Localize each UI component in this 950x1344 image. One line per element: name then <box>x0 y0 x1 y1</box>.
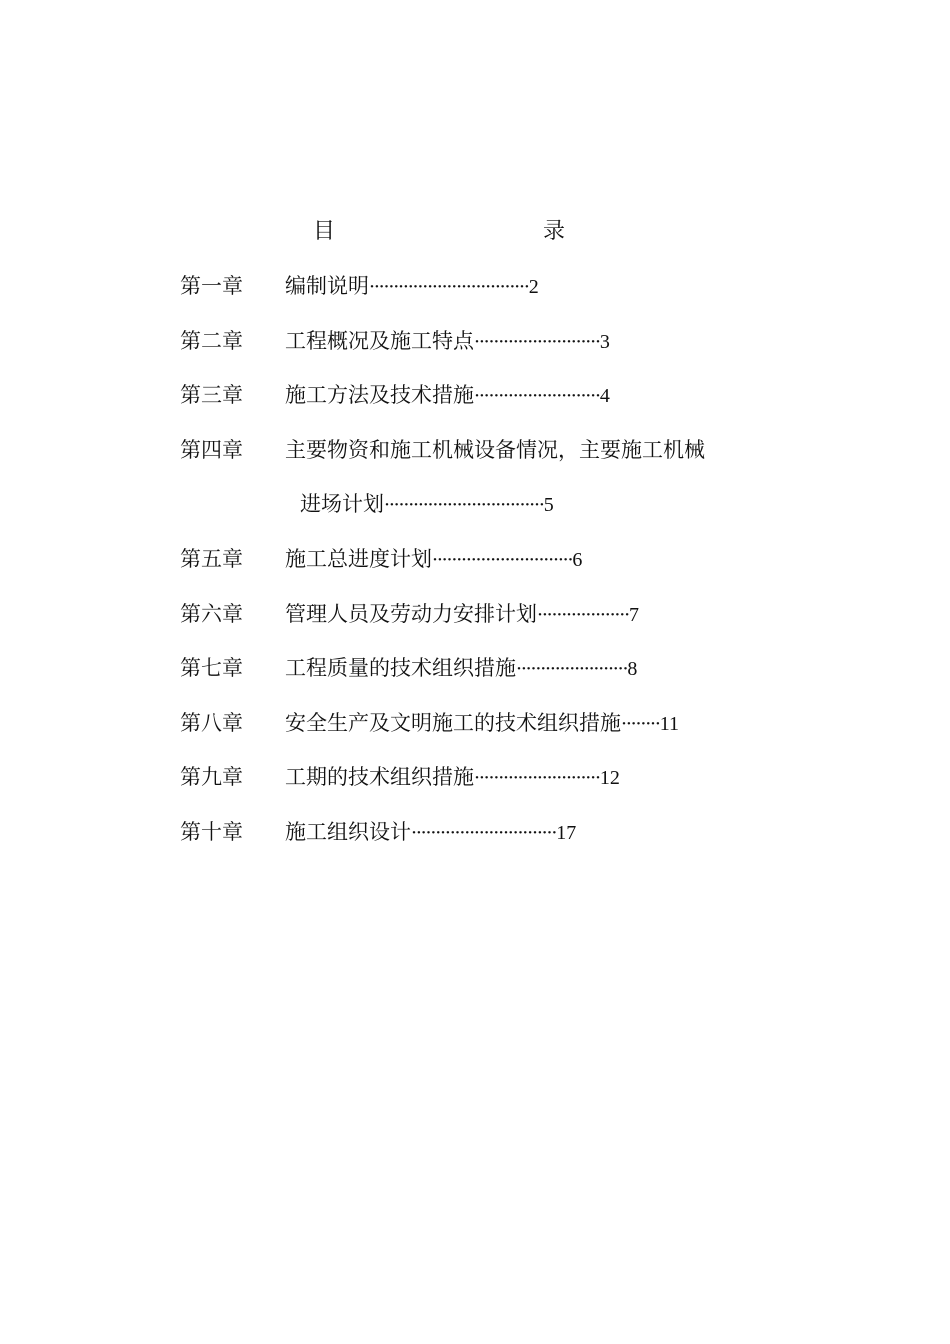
toc-entry <box>0 755 950 810</box>
toc-page-number: 2 <box>528 276 539 298</box>
toc-entry-title: 施工方法及技术措施 <box>285 383 474 408</box>
toc-entry <box>0 592 950 647</box>
toc-page-number: 8 <box>627 658 638 681</box>
toc-entry-text <box>285 537 582 582</box>
toc-entry-text <box>285 264 539 309</box>
toc-entry-text <box>285 646 637 691</box>
toc-page-number: 6 <box>572 548 583 571</box>
toc-entry <box>0 264 950 319</box>
toc-page-number: 12 <box>599 767 620 790</box>
toc-entry-title: 管理人员及劳动力安排计划 <box>285 601 537 626</box>
toc-list <box>0 264 950 865</box>
toc-entry-text <box>285 810 576 855</box>
toc-entry <box>0 428 950 483</box>
toc-entry-text <box>285 592 639 637</box>
toc-chapter-label: 第八章 <box>180 710 243 735</box>
toc-chapter-label: 第一章 <box>180 274 243 298</box>
toc-page-number: 5 <box>543 494 554 517</box>
toc-heading <box>0 212 950 252</box>
toc-chapter-label: 第六章 <box>180 601 243 626</box>
toc-entry-title: 工期的技术组织措施 <box>285 765 474 790</box>
toc-page-number: 7 <box>628 603 639 626</box>
toc-chapter-label: 第七章 <box>180 656 243 681</box>
toc-dot-leader: ································· <box>369 276 529 298</box>
toc-dot-leader: ··················· <box>537 603 629 626</box>
toc-chapter-label: 第四章 <box>180 437 243 462</box>
toc-entry <box>0 373 950 428</box>
toc-dot-leader: ······················· <box>516 658 628 681</box>
toc-dot-leader: ································· <box>384 494 544 517</box>
toc-dot-leader: ·························· <box>474 767 600 790</box>
toc-entry <box>0 646 950 701</box>
toc-entry-title: 主要物资和施工机械设备情况，主要施工机械 <box>285 437 705 462</box>
toc-dot-leader: ·························· <box>474 330 600 353</box>
toc-chapter-label: 第十章 <box>180 819 243 844</box>
toc-entry <box>0 319 950 374</box>
toc-dot-leader: ········ <box>621 712 660 735</box>
toc-entry-continuation <box>0 482 950 537</box>
toc-dot-leader: ····························· <box>432 548 573 571</box>
toc-entry-title: 施工总进度计划 <box>285 546 432 571</box>
toc-heading-left: 目 <box>313 219 336 244</box>
toc-entry <box>0 810 950 865</box>
toc-entry-text <box>285 373 610 418</box>
toc-entry-title: 施工组织设计 <box>285 819 411 844</box>
toc-entry-text <box>285 319 610 364</box>
toc-entry-text <box>285 428 705 472</box>
toc-dot-leader: ······························ <box>411 821 557 844</box>
toc-entry-text <box>300 482 554 527</box>
toc-page-number: 4 <box>599 385 610 408</box>
toc-entry-title: 进场计划 <box>300 492 384 517</box>
toc-chapter-label: 第五章 <box>180 546 243 571</box>
toc-entry <box>0 701 950 756</box>
toc-chapter-label: 第二章 <box>180 328 243 353</box>
toc-entry-text <box>285 701 679 746</box>
toc-page-number: 3 <box>599 330 610 353</box>
toc-heading-right: 录 <box>543 219 566 244</box>
toc-page-number: 11 <box>659 712 679 735</box>
toc-entry <box>0 537 950 592</box>
toc-page-number: 17 <box>556 821 577 844</box>
toc-chapter-label: 第九章 <box>180 765 243 790</box>
toc-chapter-label: 第三章 <box>180 383 243 408</box>
toc-entry-title: 工程质量的技术组织措施 <box>285 656 516 681</box>
toc-entry-title: 安全生产及文明施工的技术组织措施 <box>285 710 621 735</box>
toc-entry-text <box>285 755 620 800</box>
toc-entry-title: 工程概况及施工特点 <box>285 328 474 353</box>
toc-dot-leader: ·························· <box>474 385 600 408</box>
toc-entry-title: 编制说明 <box>285 274 369 298</box>
